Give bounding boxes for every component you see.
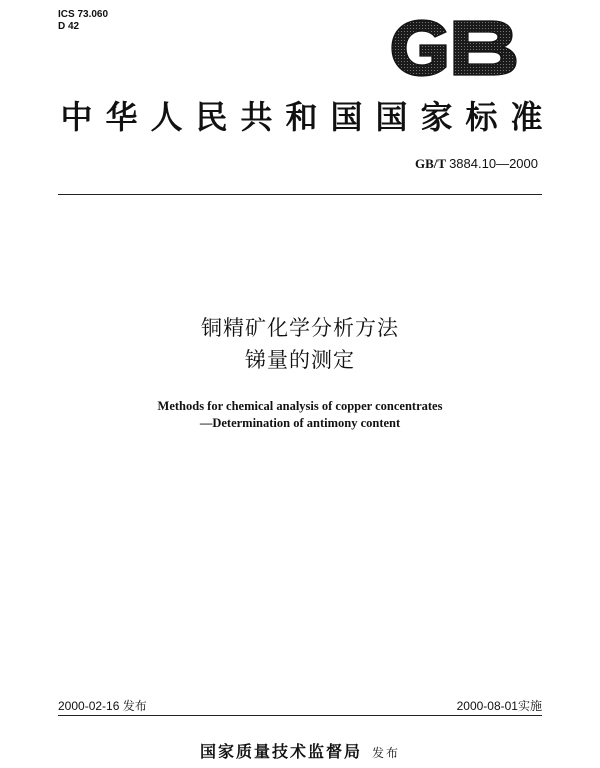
title-en-line1: Methods for chemical analysis of copper concentrates [157,399,443,413]
issue-date [58,697,147,714]
top-divider [58,194,542,195]
standard-prefix: GB/T [414,156,446,171]
issuer-name: 国家质量技术监督局 [199,742,362,761]
ics-code: ICS 73.060 [58,9,109,20]
national-standard-header: 中华人民共和国国家标准 [60,98,556,136]
implementation-date-label: 实施 [517,699,542,713]
classification-codes [58,9,108,33]
title-cn-line2: 锑量的测定 [245,348,355,372]
ccs-code: D 42 [58,21,80,32]
gb-logo-icon [388,18,520,78]
issuer-action: 发布 [372,746,401,760]
issue-date-value: 2000-02-16 [58,699,120,713]
standard-code: 3884.10—2000 [449,156,538,171]
implementation-date [457,697,542,714]
standard-number [415,156,538,172]
title-en-line2: —Determination of antimony content [199,416,401,430]
bottom-divider [58,715,542,716]
issue-date-label: 发布 [122,699,147,713]
title-cn-line1: 铜精矿化学分析方法 [201,316,399,340]
issuing-authority [0,739,600,762]
implementation-date-value: 2000-08-01 [456,699,518,713]
